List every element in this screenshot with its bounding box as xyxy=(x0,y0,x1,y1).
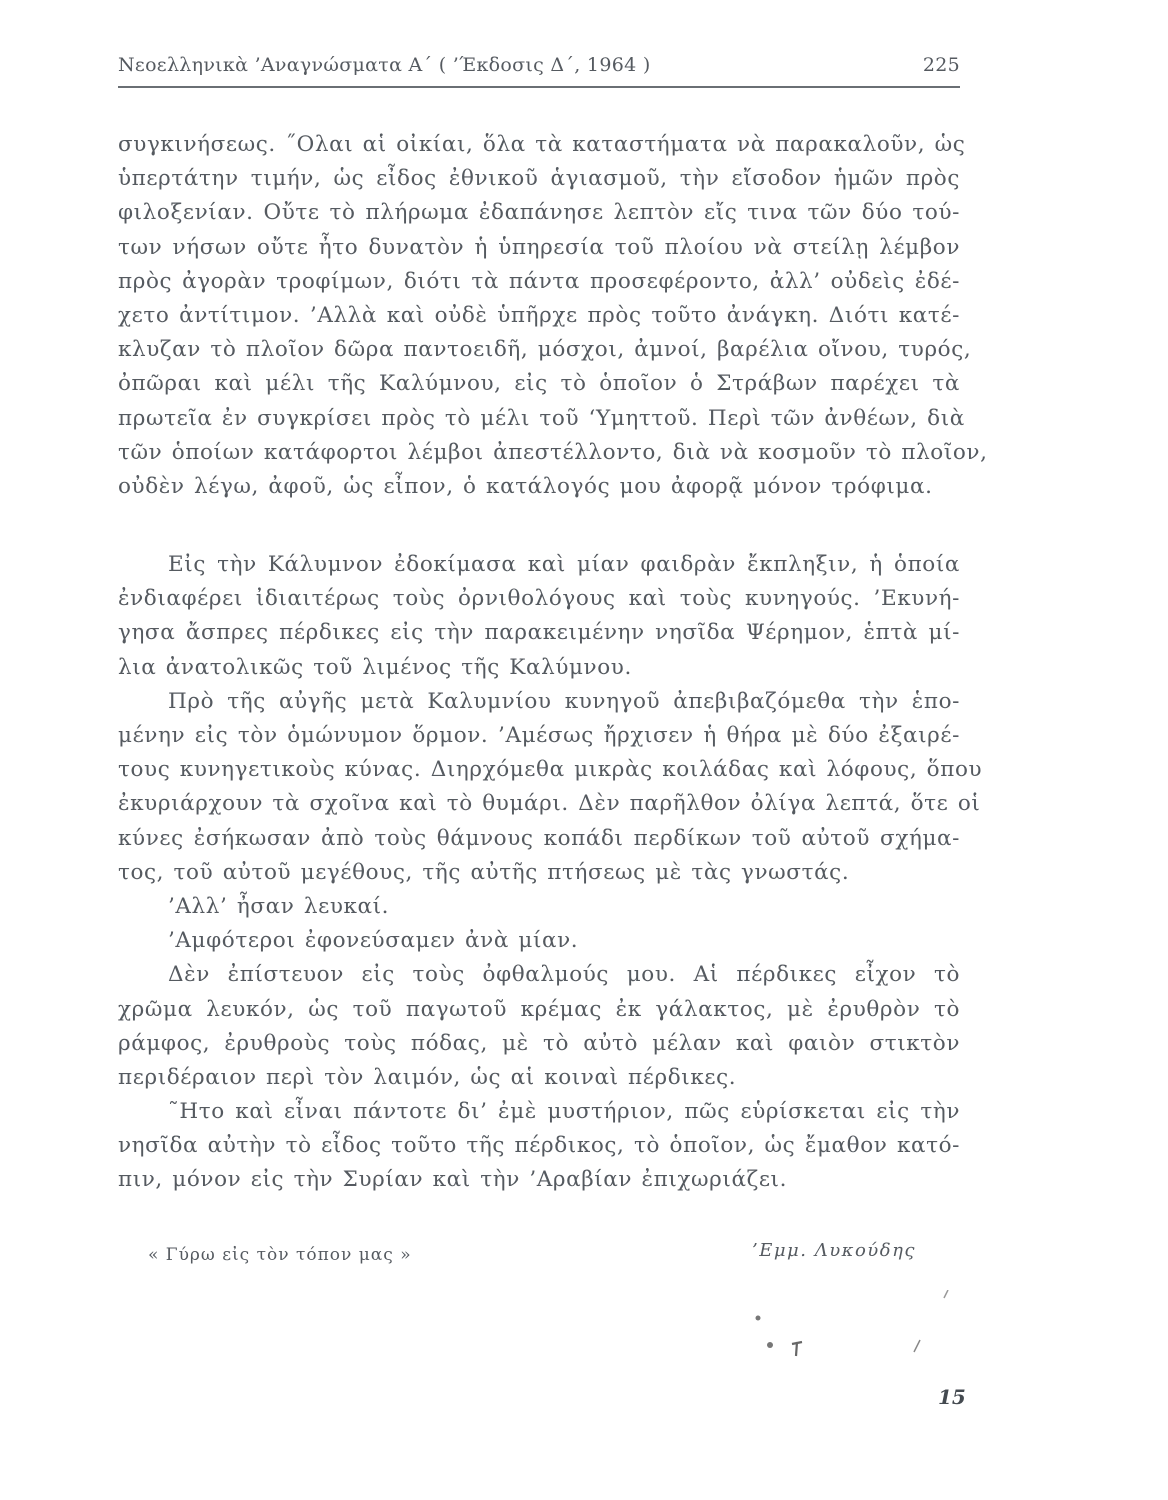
text-line: τος, τοῦ αὐτοῦ μεγέθους, τῆς αὐτῆς πτήσεως μὲ τὰς γνωστάς. xyxy=(118,859,850,885)
paragraph-6 xyxy=(118,958,960,1095)
text-line: χετο ἀντίτιμον. ’Αλλὰ καὶ οὐδὲ ὑπῆρχε πρὸς τοῦτο ἀνάγκη. Διότι κατέ- xyxy=(118,302,960,328)
text-line: των νήσων οὔτε ἦτο δυνατὸν ἡ ὑπηρεσία τοῦ πλοίου νὰ στείλῃ λέμβον xyxy=(118,234,960,260)
text-line: χρῶμα λευκόν, ὡς τοῦ παγωτοῦ κρέμας ἐκ γάλακτος, μὲ ἐρυθρὸν τὸ xyxy=(118,996,960,1022)
text-line: ὑπερτάτην τιμήν, ὡς εἶδος ἐθνικοῦ ἁγιασμοῦ, τὴν εἴσοδον ἡμῶν πρὸς xyxy=(118,166,960,192)
text-line: τους κυνηγετικοὺς κύνας. Διηρχόμεθα μικρὰς κοιλάδας καὶ λόφους, ὅπου xyxy=(118,757,983,783)
text-line: λια ἀνατολικῶς τοῦ λιμένος τῆς Καλύμνου. xyxy=(118,654,632,680)
paragraph-7 xyxy=(118,1095,960,1198)
text-line: ράμφος, ἐρυθροὺς τοὺς πόδας, μὲ τὸ αὐτὸ μέλαν καὶ φαιὸν στικτὸν xyxy=(118,1030,960,1056)
source-citation: « Γύρω εἰς τὸν τόπον μας » xyxy=(148,1245,412,1265)
text-line: γησα ἄσπρες πέρδικες εἰς τὴν παρακειμένην νησῖδα Ψέρημον, ἑπτὰ μί- xyxy=(118,620,960,646)
text-line: ’Αμφότεροι ἐφονεύσαμεν ἀνὰ μίαν. xyxy=(168,928,579,954)
running-header xyxy=(118,50,960,84)
text-line: Εἰς τὴν Κάλυμνον ἐδοκίμασα καὶ μίαν φαιδρὰν ἔκπληξιν, ἡ ὁποία xyxy=(168,552,960,578)
text-line: Πρὸ τῆς αὐγῆς μετὰ Καλυμνίου κυνηγοῦ ἀπεβιβαζόμεθα τὴν ἑπο- xyxy=(168,688,960,714)
paragraph-3 xyxy=(118,685,983,890)
text-line: μένην εἰς τὸν ὁμώνυμον ὅρμον. ’Αμέσως ἤρχισεν ἡ θήρα μὲ δύο ἐξαιρέ- xyxy=(118,723,960,748)
scan-specks xyxy=(750,1290,950,1370)
text-line: ἐκυριάρχουν τὰ σχοῖνα καὶ τὸ θυμάρι. Δὲν παρῆλθον ὀλίγα λεπτά, ὅτε οἱ xyxy=(118,791,981,817)
text-line: ’Αλλ’ ἦσαν λευκαί. xyxy=(168,893,390,919)
paragraph-gap xyxy=(118,504,960,548)
header-divider xyxy=(118,86,960,88)
text-line: ὀπῶραι καὶ μέλι τῆς Καλύμνου, εἰς τὸ ὁποῖον ὁ Στράβων παρέχει τὰ xyxy=(118,371,960,397)
text-line: πρωτεῖα ἐν συγκρίσει πρὸς τὸ μέλι τοῦ ‘Υμηττοῦ. Περὶ τῶν ἀνθέων, διὰ xyxy=(118,405,965,431)
body-text xyxy=(118,128,988,1198)
text-line: Δὲν ἐπίστευον εἰς τοὺς ὀφθαλμούς μου. Αἱ πέρδικες εἶχον τὸ xyxy=(168,962,960,988)
text-line: νησῖδα αὐτὴν τὸ εἶδος τοῦτο τῆς πέρδικος, τὸ ὁποῖον, ὡς ἔμαθον κατό- xyxy=(118,1133,960,1159)
book-page-reference: 225 xyxy=(922,54,960,76)
paragraph-1 xyxy=(118,128,988,504)
text-line: φιλοξενίαν. Οὔτε τὸ πλήρωμα ἐδαπάνησε λεπτὸν εἴς τινα τῶν δύο τού- xyxy=(118,200,960,226)
author-signature: ’Εμμ. Λυκούδης xyxy=(752,1240,916,1261)
text-line: συγκινήσεως. ˝Ολαι αἱ οἰκίαι, ὅλα τὰ καταστήματα νὰ παρακαλοῦν, ὡς xyxy=(118,132,966,157)
book-title: Νεοελληνικὰ ’Αναγνώσματα Α΄ ( ’Έκδοσις Δ΄, 1964 ) xyxy=(118,54,651,76)
text-line: κλυζαν τὸ πλοῖον δῶρα παντοειδῆ, μόσχοι, ἀμνοί, βαρέλια οἴνου, τυρός, xyxy=(118,337,972,363)
text-line: οὐδὲν λέγω, ἀφοῦ, ὡς εἶπον, ὁ κατάλογός μου ἀφορᾷ μόνον τρόφιμα. xyxy=(118,473,933,499)
text-line: πιν, μόνον εἰς τὴν Συρίαν καὶ τὴν ’Αραβίαν ἐπιχωριάζει. xyxy=(118,1167,788,1193)
text-line: κύνες ἐσήκωσαν ἀπὸ τοὺς θάμνους κοπάδι περδίκων τοῦ αὐτοῦ σχήμα- xyxy=(118,825,960,851)
text-line: ἐνδιαφέρει ἰδιαιτέρως τοὺς ὀρνιθολόγους καὶ τοὺς κυνηγούς. ’Εκυνή- xyxy=(118,586,960,612)
text-line: ˜Ητο καὶ εἶναι πάντοτε δι’ ἐμὲ μυστήριον, πῶς εὑρίσκεται εἰς τὴν xyxy=(168,1099,960,1125)
text-line: πρὸς ἀγορὰν τροφίμων, διότι τὰ πάντα προσεφέροντο, ἀλλ’ οὐδεὶς ἐδέ- xyxy=(118,268,960,294)
paragraph-2 xyxy=(118,548,960,685)
text-line: περιδέραιον περὶ τὸν λαιμόν, ὡς αἱ κοιναὶ πέρδικες. xyxy=(118,1064,737,1090)
page-number: 15 xyxy=(938,1385,966,1409)
text-line: τῶν ὁποίων κατάφορτοι λέμβοι ἀπεστέλλοντο, διὰ νὰ κοσμοῦν τὸ πλοῖον, xyxy=(118,439,988,465)
